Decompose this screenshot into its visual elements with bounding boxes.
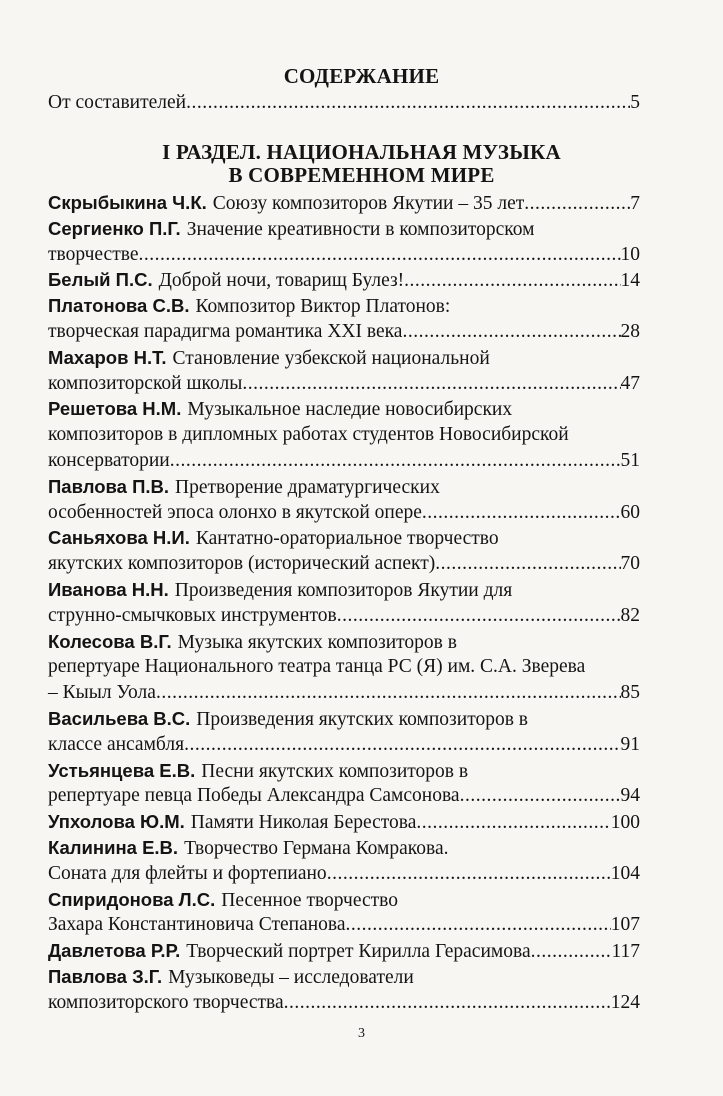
entry-title-text: классе ансамбля bbox=[48, 733, 185, 755]
entry-author: Павлова П.В. bbox=[48, 475, 170, 497]
entry-page-number: 117 bbox=[611, 941, 640, 963]
dot-leader bbox=[184, 732, 620, 758]
entry-title-text: Творческий портрет Кирилла Герасимова bbox=[186, 941, 531, 963]
entry-title-text: особенностей эпоса олонхо в якутской опере bbox=[48, 501, 422, 523]
entry-author: Павлова З.Г. bbox=[48, 966, 163, 987]
entry-title-text: композиторов в дипломных работах студентов Новосибирской bbox=[48, 424, 569, 446]
entry-title-text: творческая парадигма романтика XXI века bbox=[48, 321, 403, 342]
toc-entry-line bbox=[48, 861, 640, 887]
dot-leader bbox=[156, 680, 621, 706]
dot-leader bbox=[404, 268, 620, 294]
entry-page-number: 91 bbox=[620, 733, 640, 755]
entry-title-text: Произведения якутских композиторов в bbox=[196, 709, 528, 730]
entry-title-text: струнно-смычковых инструментов bbox=[48, 604, 337, 626]
dot-leader bbox=[531, 939, 612, 965]
toc-entry-line bbox=[48, 396, 640, 422]
toc-entry-line bbox=[48, 938, 640, 964]
entry-page-number: 85 bbox=[620, 682, 640, 704]
dot-leader bbox=[337, 603, 621, 629]
entry-title-text: Творчество Германа Комракова. bbox=[184, 838, 449, 859]
dot-leader bbox=[284, 990, 611, 1016]
toc-entry-line bbox=[48, 448, 640, 474]
entry-page-number: 100 bbox=[610, 812, 640, 834]
page-title: СОДЕРЖАНИЕ bbox=[283, 64, 440, 88]
entry-page-number: 82 bbox=[620, 604, 640, 626]
toc-entry-line bbox=[48, 887, 640, 913]
entry-title-text: Песни якутских композиторов в bbox=[201, 760, 469, 782]
toc-entry-line bbox=[48, 964, 640, 990]
entry-author: Саньяхова Н.И. bbox=[48, 527, 190, 549]
toc-entry-line bbox=[48, 190, 640, 216]
toc-entry-line bbox=[48, 422, 640, 448]
toc-entry-line bbox=[48, 293, 640, 319]
section-heading-line1: I РАЗДЕЛ. НАЦИОНАЛЬНАЯ МУЗЫКА bbox=[162, 140, 561, 164]
toc-entry-line bbox=[48, 319, 640, 345]
entry-title-text: Песенное творчество bbox=[221, 889, 398, 911]
toc-entry-line bbox=[48, 474, 640, 500]
toc-entry-line bbox=[48, 216, 640, 242]
toc-entry-line bbox=[48, 267, 640, 293]
entry-title-text: Значение креативности в композиторском bbox=[186, 218, 535, 240]
toc-entry-line bbox=[48, 603, 640, 629]
entry-page-number: 47 bbox=[620, 372, 640, 394]
toc-entry-line bbox=[48, 345, 640, 371]
dot-leader bbox=[170, 448, 621, 474]
entry-title-text: репертуаре певца Победы Александра Самсонова bbox=[48, 785, 460, 807]
toc-entry-line bbox=[48, 912, 640, 938]
entry-title-text: Композитор Виктор Платонов: bbox=[195, 296, 451, 318]
toc-intro-entry bbox=[48, 90, 640, 116]
toc-entry-line bbox=[48, 809, 640, 835]
dot-leader bbox=[422, 500, 621, 526]
entry-author: Давлетова Р.Р. bbox=[48, 940, 181, 962]
entry-page-number: 14 bbox=[620, 270, 640, 292]
entry-title-text: Памяти Николая Берестова bbox=[190, 812, 417, 834]
dot-leader bbox=[138, 242, 620, 268]
entry-title-text: Кантатно-ораториальное творчество bbox=[195, 528, 499, 550]
entry-title-text: – Кыыл Уола bbox=[48, 682, 156, 704]
entry-page-number: 104 bbox=[610, 862, 640, 884]
entry-title-text: Претворение драматургических bbox=[175, 476, 440, 498]
dot-leader bbox=[186, 90, 630, 116]
entry-title-text: Произведения композиторов Якутии для bbox=[174, 580, 513, 601]
toc-entry-line bbox=[48, 732, 640, 758]
entry-author: Сергиенко П.Г. bbox=[48, 217, 181, 239]
entry-title-text: Музыкальное наследие новосибирских bbox=[187, 399, 513, 421]
entry-title-text: композиторского творчества bbox=[48, 991, 284, 1013]
entry-title-text: якутских композиторов (исторический аспект) bbox=[48, 553, 436, 575]
entry-author: Платонова С.В. bbox=[48, 295, 190, 317]
toc-entry-line bbox=[48, 525, 640, 551]
entry-title-text: творчестве bbox=[48, 243, 139, 265]
intro-page: 5 bbox=[630, 92, 640, 113]
dot-leader bbox=[242, 371, 620, 397]
entry-page-number: 94 bbox=[620, 785, 640, 807]
toc-entry-line bbox=[48, 242, 640, 268]
entry-page-number: 107 bbox=[610, 914, 640, 936]
toc-entry-line bbox=[48, 835, 640, 861]
entry-author: Устьянцева Е.В. bbox=[48, 759, 196, 781]
entry-title-text: Музыковеды – исследователи bbox=[168, 967, 414, 988]
entry-page-number: 124 bbox=[610, 991, 640, 1013]
entry-author: Решетова Н.М. bbox=[48, 398, 182, 420]
entry-title-text: Становление узбекской национальной bbox=[172, 347, 490, 369]
toc-entry-line bbox=[48, 680, 640, 706]
entry-page-number: 10 bbox=[620, 243, 640, 265]
entry-title-text: Союзу композиторов Якутии – 35 лет bbox=[212, 193, 525, 214]
entry-title-text: Захара Константиновича Степанова bbox=[48, 914, 346, 936]
intro-text: От составителей bbox=[48, 92, 187, 113]
dot-leader bbox=[435, 551, 620, 577]
entry-page-number: 7 bbox=[630, 193, 640, 214]
entry-title-text: Соната для флейты и фортепиано bbox=[48, 862, 327, 884]
dot-leader bbox=[346, 912, 611, 938]
toc-entry-line bbox=[48, 758, 640, 784]
toc-entry-line bbox=[48, 371, 640, 397]
dot-leader bbox=[524, 191, 630, 217]
entry-title-text: Доброй ночи, товарищ Булез! bbox=[158, 270, 405, 292]
dot-leader bbox=[416, 810, 610, 836]
entry-author: Упхолова Ю.М. bbox=[48, 811, 185, 833]
page-number: 3 bbox=[358, 1026, 365, 1041]
entry-title-text: консерватории bbox=[48, 450, 170, 471]
entry-author: Махаров Н.Т. bbox=[48, 346, 167, 368]
toc-entry-line bbox=[48, 500, 640, 526]
entry-author: Калинина Е.В. bbox=[48, 837, 179, 858]
toc-entry-line bbox=[48, 783, 640, 809]
entry-author: Иванова Н.Н. bbox=[48, 579, 169, 600]
toc-entry-line bbox=[48, 706, 640, 732]
entry-author: Спиридонова Л.С. bbox=[48, 888, 216, 910]
entry-author: Скрыбыкина Ч.К. bbox=[48, 192, 207, 213]
toc-entry-line bbox=[48, 654, 640, 680]
dot-leader bbox=[327, 861, 611, 887]
entry-author: Васильева В.С. bbox=[48, 708, 191, 729]
dot-leader bbox=[402, 319, 620, 345]
entry-title-text: Музыка якутских композиторов в bbox=[177, 631, 457, 653]
entry-author: Белый П.С. bbox=[48, 269, 153, 291]
entry-page-number: 51 bbox=[620, 450, 640, 471]
entry-page-number: 28 bbox=[620, 321, 640, 342]
dot-leader bbox=[460, 783, 621, 809]
section-heading-line2: В СОВРЕМЕННОМ МИРЕ bbox=[228, 163, 495, 187]
entry-page-number: 60 bbox=[620, 501, 640, 523]
toc-entry-line bbox=[48, 990, 640, 1016]
toc-entry-line bbox=[48, 629, 640, 655]
entry-page-number: 70 bbox=[620, 553, 640, 575]
entry-author: Колесова В.Г. bbox=[48, 630, 172, 652]
entry-title-text: композиторской школы bbox=[48, 372, 243, 394]
toc-entry-line bbox=[48, 577, 640, 603]
toc-entry-line bbox=[48, 551, 640, 577]
entry-title-text: репертуаре Национального театра танца РС (Я) им. С.А. Зверева bbox=[48, 656, 586, 678]
